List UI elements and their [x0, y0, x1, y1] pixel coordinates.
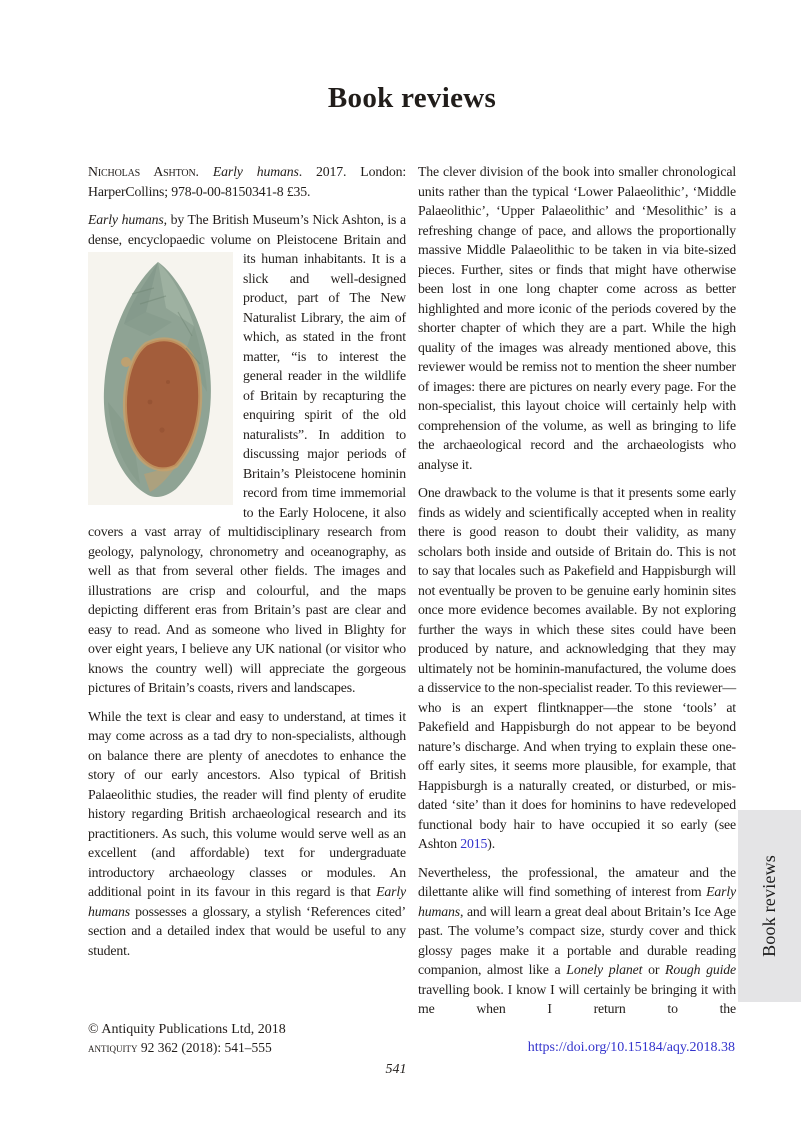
publication-footer: [88, 1021, 448, 1057]
citation-details: . 2017. London: HarperCollins; 978-0-00-8150341-8 £35.: [88, 164, 407, 199]
page-number: 541: [385, 1062, 407, 1077]
p5-lonely-planet-italic: Lonely planet: [566, 962, 643, 977]
review-paragraph-3: The clever division of the book into smaller chronological units rather than the typical ‘Lower Palaeolithic’, ‘Middle Palaeolithic’, ‘Upper Palaeolithic’ and ‘Mesolithic’ is a refreshing change of pace, and allows the proportionally massive Middle Palaeolithic to be taken in via bite-sized pieces. Further, sites or finds that might have otherwise been lost in one long chapter come across as better highlighted and more iconic of the periods covered by the shorter chapter of which they are a part. While the high quality of the images was already mentioned above, this reviewer would be remiss not to mention the sheer number of images: there are pictures on nearly every page. For the non-specialist, this layout choice will certainly help with comprehension of the volume, as well as bringing to life the archaeological record and the archaeologists who analyse it.: [418, 164, 736, 472]
p5-text-3: or: [642, 962, 666, 977]
doi-container: [528, 1040, 735, 1056]
p5-text-2: , and will learn a great deal about Britain’s Ice Age past. The volume’s compact size, sturdy cover and thick glossy pages make it a portable and durable reading companion, almost like a: [418, 903, 736, 977]
citation-separator: .: [195, 164, 213, 179]
book-citation: [88, 162, 406, 201]
two-column-layout: [88, 162, 736, 1028]
citation-book-title: Early humans: [212, 164, 299, 179]
p4-text-start: One drawback to the volume is that it presents some early finds as widely and scientifically accepted when in reality there is good reason to doubt their validity, as many scholars both inside and outside of Britain do. This is not to say that locales such as Pakefield and Happisburgh will not eventually be proven to be genuine early hominin sites once more evidence becomes available. By not exploring further the ways in which these sites could have been produced by nature, and acknowledging that they may ultimately not be hominin-manufactured, the volume does a disservice to the non-specialist reader. To this reviewer—who is an expert flintknapper—the stone ‘tools’ at Pakefield and Happisburgh do not appear to be beyond nature’s discharge. And when trying to explain these one-off early sites, it seems more plausible, for example, that Happisburgh is a naturally created, or disturbed, or mis-dated ‘site’ than it does for hominins to have redeveloped functional body hair to have occupied it so early (see Ashton: [418, 485, 736, 851]
p5-book-title-italic: Early humans: [418, 884, 736, 919]
left-column: [88, 162, 406, 1028]
p4-text-end: ).: [487, 836, 496, 851]
review-paragraph-2: [88, 707, 406, 961]
journal-name: antiquity: [88, 1040, 138, 1055]
citation-author: Nicholas Ashton: [88, 164, 196, 179]
p2-book-title-italic: Early humans: [88, 884, 406, 919]
handaxe-image: [88, 252, 233, 505]
review-paragraph-1: [88, 210, 406, 698]
journal-volume-details: 92 362 (2018): 541–555: [137, 1040, 272, 1055]
book-title-italic: Early humans: [88, 212, 164, 227]
p2-text-start: While the text is clear and easy to understand, at times it may come across as a tad dry to non-specialists, although on balance there are plenty of anecdotes to enhance the story of our early ancestors. Also typical of British Palaeolithic studies, the reader will find plenty of erudite history regarding British archaeological research and its practitioners. As such, this volume would serve well as an excellent (and affordable) text for undergraduate introductory archaeology classes or modules. An additional point in its favour in this regard is that: [88, 708, 406, 899]
p5-rough-guide-italic: Rough guide: [665, 962, 736, 977]
p1-text-before-figure: , by The British Museum’s Nick Ashton, is a dense, encyclopaedic volume on Pleistocene: [88, 212, 406, 247]
section-tab-book-reviews: [738, 810, 801, 1002]
review-paragraph-4: [418, 483, 736, 854]
p1-text-after-figure: Britain and its human inhabitants. It is a slick and well-designed product, part of The New Naturalist Library, the aim of which, as stated in the front matter, “is to interest the general reader in the wildlife of Britain by recapturing the enquiring spirit of the old naturalists”. In addition to discussing major periods of Britain’s Pleistocene hominin record from time immemorial to the Early Holocene, it also covers a vast array of multidisciplinary research from geology, palynology, chronometry and oceanography, as well as that from several other fields. The images and illustrations are crisp and colourful, and the maps depicting different eras from Britain’s past are clear and easy to read. And as someone who lived in Blighty for over eight years, I believe any UK national (or visitor who knows the country well) will appreciate the gorgeous pictures of Britain’s coasts, rivers and landscapes.: [88, 231, 406, 695]
right-column: [418, 162, 736, 1028]
copyright-line: © Antiquity Publications Ltd, 2018: [88, 1022, 286, 1037]
review-paragraph-5: [418, 863, 736, 1019]
p5-text-1: Nevertheless, the professional, the amateur and the dilettante alike will find something of interest from: [418, 864, 736, 899]
page-title: Book reviews: [327, 82, 497, 114]
doi-link[interactable]: https://doi.org/10.15184/aqy.2018.38: [527, 1040, 735, 1055]
ashton-2015-reference-link[interactable]: 2015: [460, 836, 488, 851]
p5-text-4: travelling book. I know I will certainly be bringing it with me when I return to the: [418, 981, 736, 1016]
p2-text-end: possesses a glossary, a stylish ‘References cited’ section and a detailed index that would be useful to any student.: [88, 903, 406, 958]
handaxe-photo: [88, 252, 233, 505]
page-content: [88, 0, 736, 1028]
section-tab-label: Book reviews: [759, 855, 779, 957]
journal-volume-line: [88, 1039, 448, 1057]
